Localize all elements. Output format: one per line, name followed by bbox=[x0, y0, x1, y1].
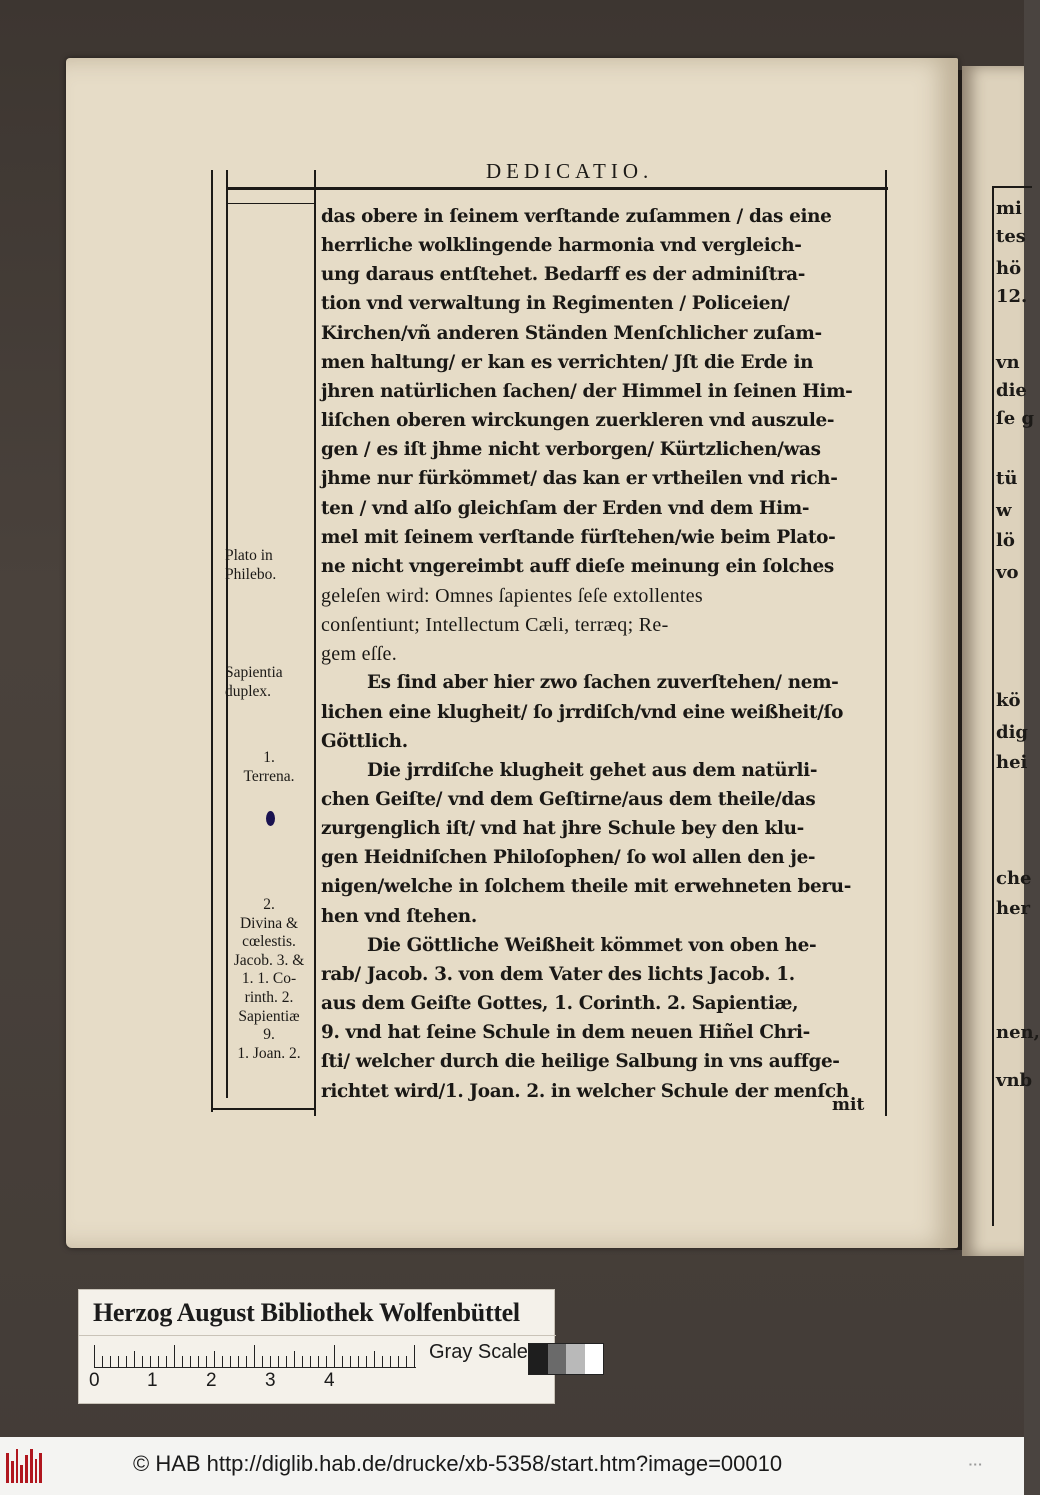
ruler-tick bbox=[150, 1356, 151, 1367]
ruler-tick bbox=[142, 1356, 143, 1367]
margin-divider-rule bbox=[226, 203, 315, 204]
ruler-tick bbox=[214, 1351, 215, 1367]
ruler-tick bbox=[238, 1356, 239, 1367]
body-text-line: richtet wird/1. Joan. 2. in welcher Schule der menſch bbox=[321, 1080, 849, 1102]
margin-note-line: Plato in bbox=[225, 547, 273, 564]
frame-bottom-rule bbox=[211, 1108, 315, 1110]
body-text-line: Göttlich. bbox=[321, 730, 408, 752]
body-text-line: Die jrrdiſche klugheit gehet aus dem natürli- bbox=[367, 759, 818, 781]
ruler-tick bbox=[334, 1345, 335, 1367]
facing-page-text: vnb bbox=[996, 1070, 1033, 1091]
facing-page-text: die bbox=[996, 380, 1027, 401]
margin-note-line: 9. bbox=[263, 1026, 275, 1044]
margin-note-plato bbox=[225, 546, 319, 584]
ruler-tick bbox=[374, 1351, 375, 1367]
facing-page-text: mi bbox=[996, 198, 1022, 219]
ruler-tick bbox=[222, 1356, 223, 1367]
ruler-tick bbox=[198, 1356, 199, 1367]
body-text-line: liſchen oberen wirckungen zuerkleren vnd auszule- bbox=[321, 410, 835, 432]
footer-dots-icon: ▪▪▪ bbox=[968, 1461, 983, 1470]
ruler-tick bbox=[102, 1356, 103, 1367]
body-text-line: gem eſſe. bbox=[321, 643, 398, 666]
ruler-tick bbox=[414, 1345, 415, 1367]
ruler-tick bbox=[118, 1356, 119, 1367]
facing-page-text: nen, bbox=[996, 1022, 1040, 1043]
gray-swatch bbox=[566, 1344, 585, 1374]
facing-page-text: tü bbox=[996, 468, 1018, 489]
body-text-line: gen Heidniſchen Philoſophen/ ſo wol allen den je- bbox=[321, 847, 816, 869]
body-text-line: chen Geiſte/ vnd dem Geſtirne/aus dem theile/das bbox=[321, 789, 816, 810]
gray-swatch bbox=[548, 1344, 567, 1374]
facing-page-text: che bbox=[996, 868, 1032, 889]
ruler-tick bbox=[254, 1345, 255, 1367]
ruler-tick bbox=[398, 1356, 399, 1367]
card-divider bbox=[79, 1335, 556, 1336]
ruler-tick bbox=[358, 1356, 359, 1367]
body-text-line: aus dem Geiſte Gottes, 1. Corinth. 2. Sapientiæ, bbox=[321, 993, 799, 1015]
ink-blot bbox=[266, 811, 275, 826]
margin-note-line: Sapientia bbox=[225, 664, 283, 681]
ruler-tick bbox=[318, 1356, 319, 1367]
logo-bar bbox=[25, 1455, 28, 1483]
ruler-tick bbox=[294, 1351, 295, 1367]
hab-logo-icon bbox=[6, 1449, 42, 1483]
margin-note-line: Terrena. bbox=[243, 768, 295, 785]
margin-note-line: 1. Joan. 2. bbox=[237, 1044, 301, 1062]
ruler-tick bbox=[286, 1356, 287, 1367]
ruler-number: 2 bbox=[206, 1370, 217, 1391]
ruler-baseline bbox=[94, 1367, 416, 1368]
ruler-tick bbox=[270, 1356, 271, 1367]
ruler-number: 1 bbox=[147, 1370, 158, 1391]
ruler-tick bbox=[278, 1356, 279, 1367]
margin-note-terrena bbox=[226, 748, 312, 786]
scale-ruler bbox=[94, 1345, 416, 1367]
body-text-line: geleſen wird: Omnes ſapientes ſeſe extollentes bbox=[321, 584, 704, 607]
ruler-tick bbox=[262, 1356, 263, 1367]
body-text-line: rab/ Jacob. 3. von dem Vater des lichts Jacob. 1. bbox=[321, 963, 795, 985]
library-name: Herzog August Bibliothek Wolfenbüttel bbox=[93, 1298, 520, 1327]
body-text-line: ung daraus entſtehet. Bedarff es der adminiſtra- bbox=[321, 264, 806, 286]
ruler-tick bbox=[126, 1356, 127, 1367]
margin-note-line: Jacob. 3. & bbox=[233, 951, 305, 969]
ruler-tick bbox=[382, 1356, 383, 1367]
body-text-line: Kirchen/vñ anderen Ständen Menſchlicher zuſam- bbox=[321, 322, 822, 344]
body-text-line: ten / vnd alſo gleichſam der Erden vnd dem Him- bbox=[321, 497, 810, 519]
logo-bar bbox=[6, 1453, 9, 1483]
body-text-line: 9. vnd hat ſeine Schule in dem neuen Hiñel Chri- bbox=[321, 1022, 810, 1044]
logo-bar bbox=[20, 1465, 23, 1483]
ruler-tick bbox=[190, 1356, 191, 1367]
ruler-tick bbox=[230, 1356, 231, 1367]
facing-page-text: hei bbox=[996, 752, 1028, 773]
margin-note-divina bbox=[224, 896, 314, 1063]
facing-page-text: vo bbox=[996, 562, 1019, 583]
ruler-tick bbox=[134, 1351, 135, 1367]
ruler-tick bbox=[302, 1356, 303, 1367]
ruler-tick bbox=[406, 1356, 407, 1367]
facing-page-text: ſe g bbox=[996, 408, 1035, 429]
logo-bar bbox=[11, 1461, 14, 1483]
logo-bar bbox=[39, 1453, 42, 1483]
ruler-tick bbox=[94, 1345, 95, 1367]
facing-page bbox=[962, 66, 1040, 1256]
body-text-line: ne nicht vngereimbt auff dieſe meinung ein ſolches bbox=[321, 555, 834, 577]
facing-page-text: w bbox=[996, 500, 1012, 521]
library-color-card bbox=[78, 1289, 555, 1404]
facing-page-text: lö bbox=[996, 530, 1015, 551]
frame-right-rule bbox=[885, 170, 887, 1116]
copyright-url[interactable]: © HAB http://diglib.hab.de/drucke/xb-5358/start.htm?image=00010 bbox=[133, 1451, 783, 1476]
body-text-line: jhme nur fürkömmet/ das kan er vrtheilen vnd rich- bbox=[321, 468, 838, 490]
facing-page-text: hö bbox=[996, 258, 1022, 279]
body-text-line: zurgenglich iſt/ vnd hat jhre Schule bey den klu- bbox=[321, 818, 804, 840]
ruler-tick bbox=[206, 1356, 207, 1367]
logo-bar bbox=[35, 1459, 38, 1483]
ruler-number: 4 bbox=[324, 1370, 335, 1391]
ruler-tick bbox=[166, 1356, 167, 1367]
body-text-line: Die Göttliche Weißheit kömmet von oben he- bbox=[367, 934, 817, 956]
ruler-tick bbox=[390, 1356, 391, 1367]
page-header: DEDICATIO. bbox=[486, 159, 654, 183]
facing-page-text: tes bbox=[996, 226, 1026, 247]
ruler-tick bbox=[350, 1356, 351, 1367]
margin-note-line: Philebo. bbox=[225, 566, 277, 583]
frame-top-rule bbox=[226, 187, 888, 190]
gray-swatch bbox=[585, 1344, 604, 1374]
margin-note-line: 1. bbox=[263, 749, 275, 766]
margin-note-sapientia bbox=[225, 663, 319, 701]
body-text-line: herrliche wolklingende harmonia vnd vergleich- bbox=[321, 235, 802, 257]
margin-note-line: duplex. bbox=[225, 683, 272, 700]
ruler-tick bbox=[182, 1356, 183, 1367]
body-text-line: conſentiunt; Intellectum Cæli, terræq; Re- bbox=[321, 614, 669, 637]
margin-note-line: cœlestis. bbox=[242, 933, 296, 951]
facing-page-text: 12. bbox=[996, 286, 1028, 307]
facing-page-text: dig bbox=[996, 722, 1029, 743]
ruler-number: 0 bbox=[89, 1370, 100, 1391]
ruler-tick bbox=[326, 1356, 327, 1367]
ruler-tick bbox=[246, 1356, 247, 1367]
viewer-footer bbox=[0, 1437, 1024, 1495]
body-text-line: hen vnd ſtehen. bbox=[321, 905, 477, 927]
body-text-line: mel mit ſeinem verſtande fürſtehen/wie beim Plato- bbox=[321, 526, 836, 548]
gray-scale-swatches bbox=[528, 1343, 604, 1375]
ruler-tick bbox=[158, 1356, 159, 1367]
margin-note-line: Sapientiæ bbox=[238, 1007, 300, 1025]
facing-page-text: vn bbox=[996, 352, 1020, 373]
margin-note-line: 1. 1. Co- bbox=[241, 970, 297, 988]
ruler-tick bbox=[310, 1356, 311, 1367]
logo-bar bbox=[30, 1449, 33, 1483]
margin-note-line: Divina & bbox=[239, 914, 299, 932]
ruler-tick bbox=[174, 1345, 175, 1367]
body-text-line: men haltung/ er kan es verrichten/ Jſt die Erde in bbox=[321, 351, 814, 373]
frame-outer-left-rule bbox=[211, 170, 213, 1112]
ruler-tick bbox=[110, 1356, 111, 1367]
body-text-line: das obere in ſeinem verſtande zuſammen / das eine bbox=[321, 206, 832, 227]
ruler-number: 3 bbox=[265, 1370, 276, 1391]
body-text-line: jhren natürlichen ſachen/ der Himmel in ſeinen Him- bbox=[321, 380, 853, 402]
ruler-tick bbox=[342, 1356, 343, 1367]
facing-page-text: kö bbox=[996, 690, 1021, 711]
body-text-line: gen / es iſt jhme nicht verborgen/ Kürtzlichen/was bbox=[321, 439, 821, 461]
body-text-line: nigen/welche in ſolchem theile mit erwehneten beru- bbox=[321, 876, 851, 898]
margin-note-line: rinth. 2. bbox=[244, 988, 294, 1006]
catchword: mit bbox=[832, 1095, 865, 1115]
logo-bar bbox=[16, 1449, 19, 1483]
body-text-line: tion vnd verwaltung in Regimenten / Policeien/ bbox=[321, 293, 790, 315]
body-text-line: lichen eine klugheit/ ſo jrrdiſch/vnd eine weißheit/ſo bbox=[321, 701, 843, 723]
body-text-line: ſti/ welcher durch die heilige Salbung in vns auffge- bbox=[321, 1051, 840, 1073]
frame-column-rule bbox=[314, 170, 316, 1116]
gray-scale-label: Gray Scale bbox=[429, 1341, 528, 1363]
ruler-tick bbox=[366, 1356, 367, 1367]
body-text-line: Es ſind aber hier zwo ſachen zuverſtehen/ nem- bbox=[367, 672, 839, 694]
facing-page-text: her bbox=[996, 898, 1031, 919]
margin-note-line: 2. bbox=[263, 896, 275, 913]
gray-swatch bbox=[529, 1344, 548, 1374]
